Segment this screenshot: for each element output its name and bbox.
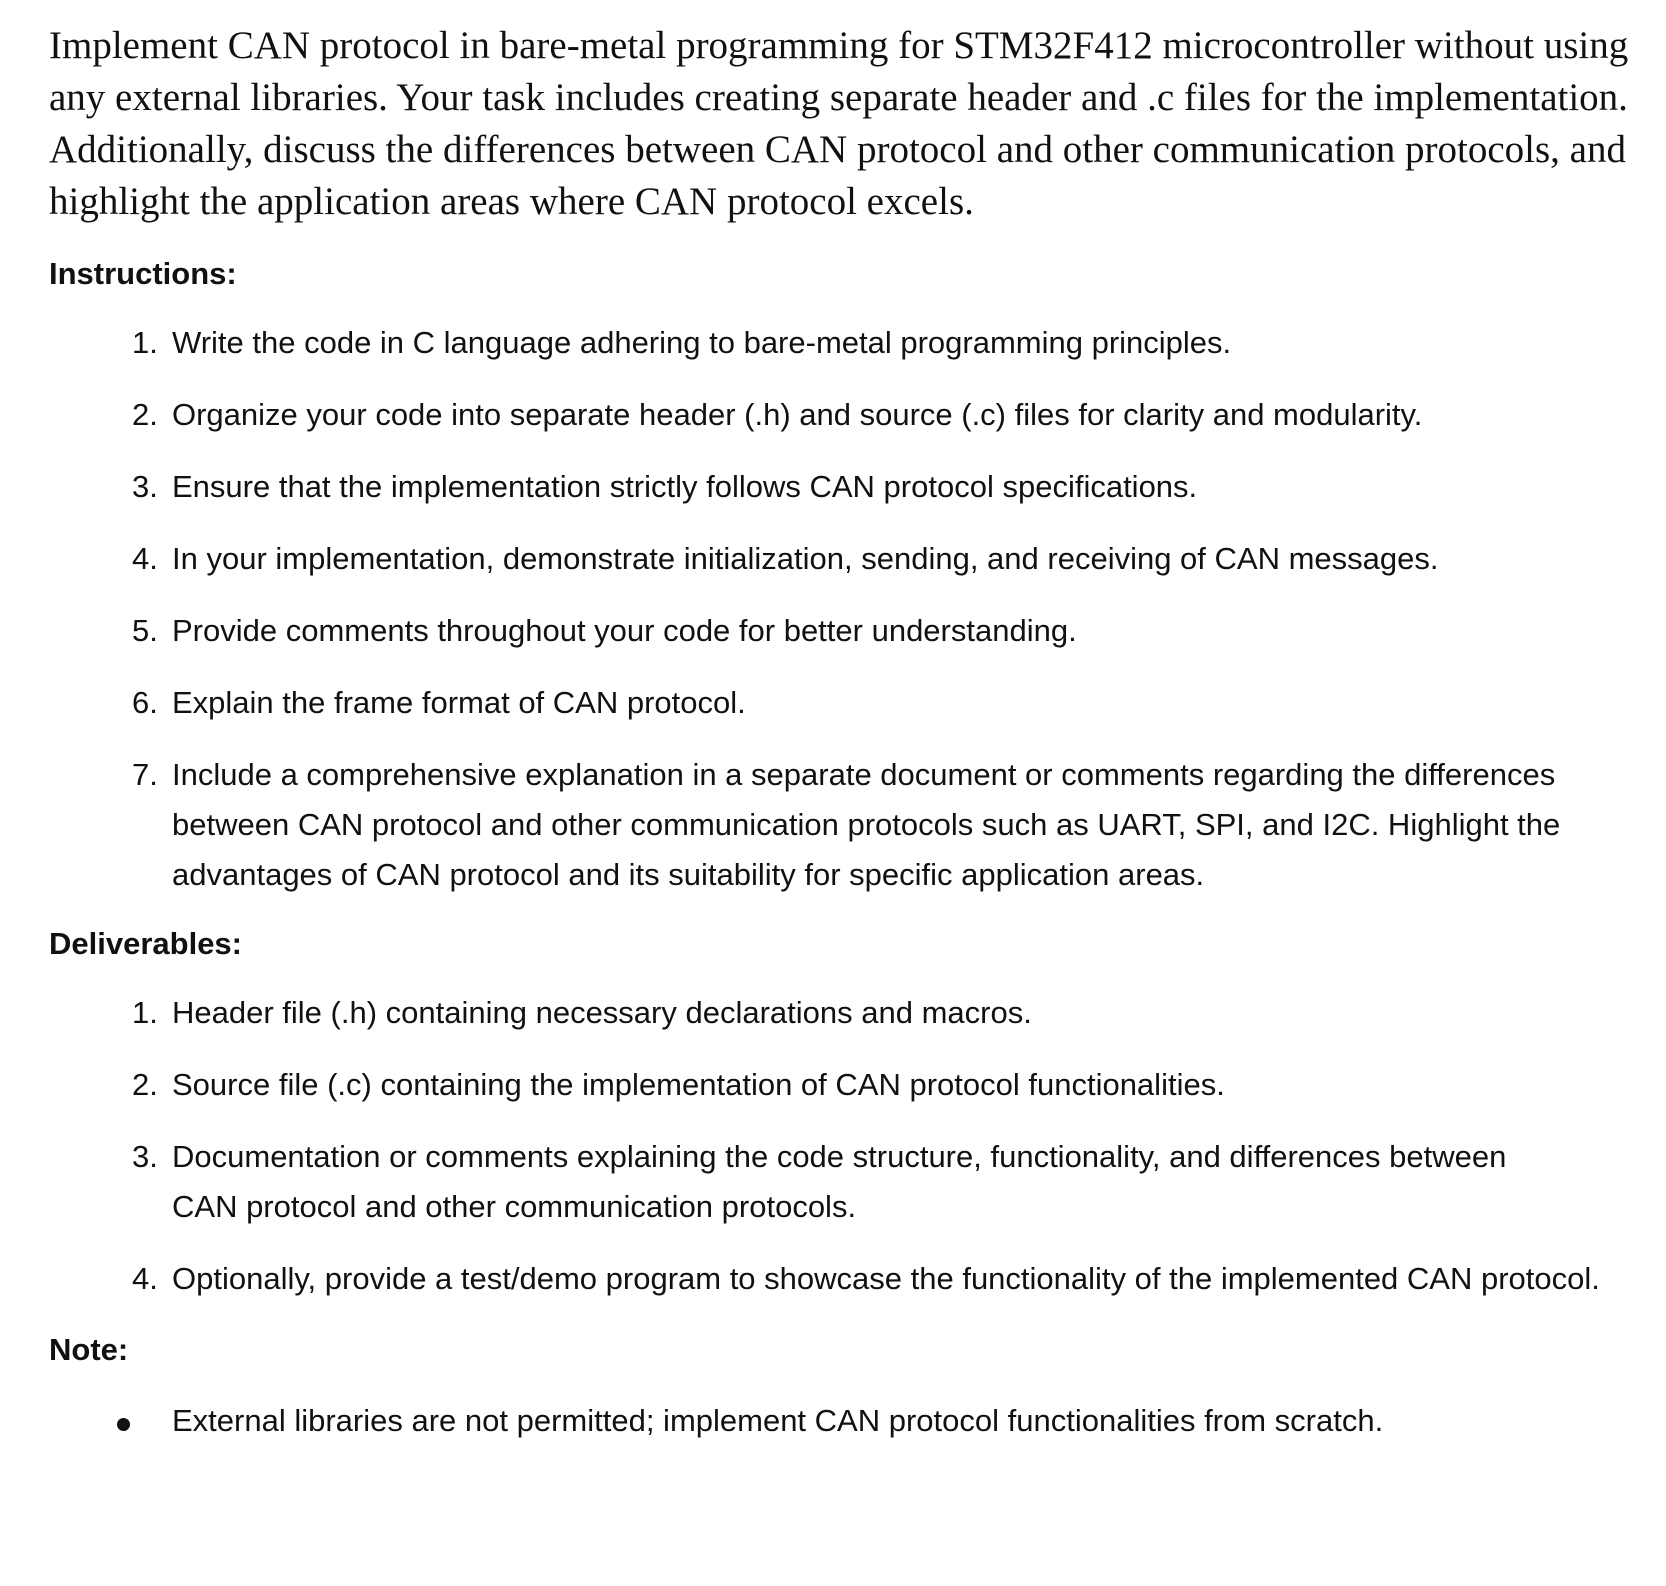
bullet-dot-icon (117, 1418, 130, 1431)
list-text: Include a comprehensive explanation in a separate document or comments regarding the differences between CAN protocol and other communication protocols such as UART, SPI, and I2C. Highlight the advantages of CAN protocol and its suitability for specific application areas. (172, 757, 1561, 892)
instructions-list (49, 318, 1649, 900)
list-item (49, 390, 1649, 440)
list-text: Write the code in C language adhering to bare-metal programming principles. (172, 325, 1232, 360)
list-item (49, 678, 1649, 728)
list-text: Provide comments throughout your code for better understanding. (172, 613, 1077, 648)
intro-paragraph: Implement CAN protocol in bare-metal programming for STM32F412 microcontroller without using any external libraries. Your task includes creating separate header and .c files for the implementation. Additionally, discuss the differences between CAN protocol and other communication protocols, and highlight the application areas where CAN protocol excels. (49, 24, 1629, 223)
note-heading: Note: (49, 1332, 129, 1367)
list-number: 4. (132, 541, 158, 576)
list-number: 7. (132, 757, 158, 792)
deliverables-list (49, 988, 1649, 1304)
list-text: Source file (.c) containing the implementation of CAN protocol functionalities. (172, 1067, 1225, 1102)
list-item (49, 606, 1649, 656)
note-list (49, 1396, 1649, 1446)
list-item (49, 462, 1649, 512)
list-item (49, 1060, 1649, 1110)
list-item (49, 988, 1649, 1038)
list-item (49, 318, 1649, 368)
list-item (49, 750, 1649, 900)
document (49, 20, 1649, 1446)
list-text: Header file (.h) containing necessary declarations and macros. (172, 995, 1032, 1030)
list-item (49, 534, 1649, 584)
list-number: 2. (132, 397, 158, 432)
list-number: 4. (132, 1261, 158, 1296)
list-text: External libraries are not permitted; implement CAN protocol functionalities from scratch. (172, 1403, 1384, 1438)
list-number: 1. (132, 995, 158, 1030)
list-text: Documentation or comments explaining the code structure, functionality, and differences between CAN protocol and other communication protocols. (172, 1139, 1507, 1224)
list-text: Ensure that the implementation strictly follows CAN protocol specifications. (172, 469, 1198, 504)
list-number: 1. (132, 325, 158, 360)
list-number: 3. (132, 469, 158, 504)
list-number: 6. (132, 685, 158, 720)
list-number: 2. (132, 1067, 158, 1102)
list-text: In your implementation, demonstrate initialization, sending, and receiving of CAN messages. (172, 541, 1439, 576)
bullet (49, 1396, 172, 1446)
list-number: 5. (132, 613, 158, 648)
list-item (49, 1254, 1649, 1304)
list-text: Optionally, provide a test/demo program to showcase the functionality of the implemented CAN protocol. (172, 1261, 1600, 1296)
deliverables-heading: Deliverables: (49, 926, 242, 961)
list-item (49, 1132, 1649, 1232)
list-number: 3. (132, 1139, 158, 1174)
list-text: Explain the frame format of CAN protocol. (172, 685, 746, 720)
list-item (49, 1396, 1649, 1446)
instructions-heading: Instructions: (49, 256, 237, 291)
list-text: Organize your code into separate header (.h) and source (.c) files for clarity and modularity. (172, 397, 1423, 432)
